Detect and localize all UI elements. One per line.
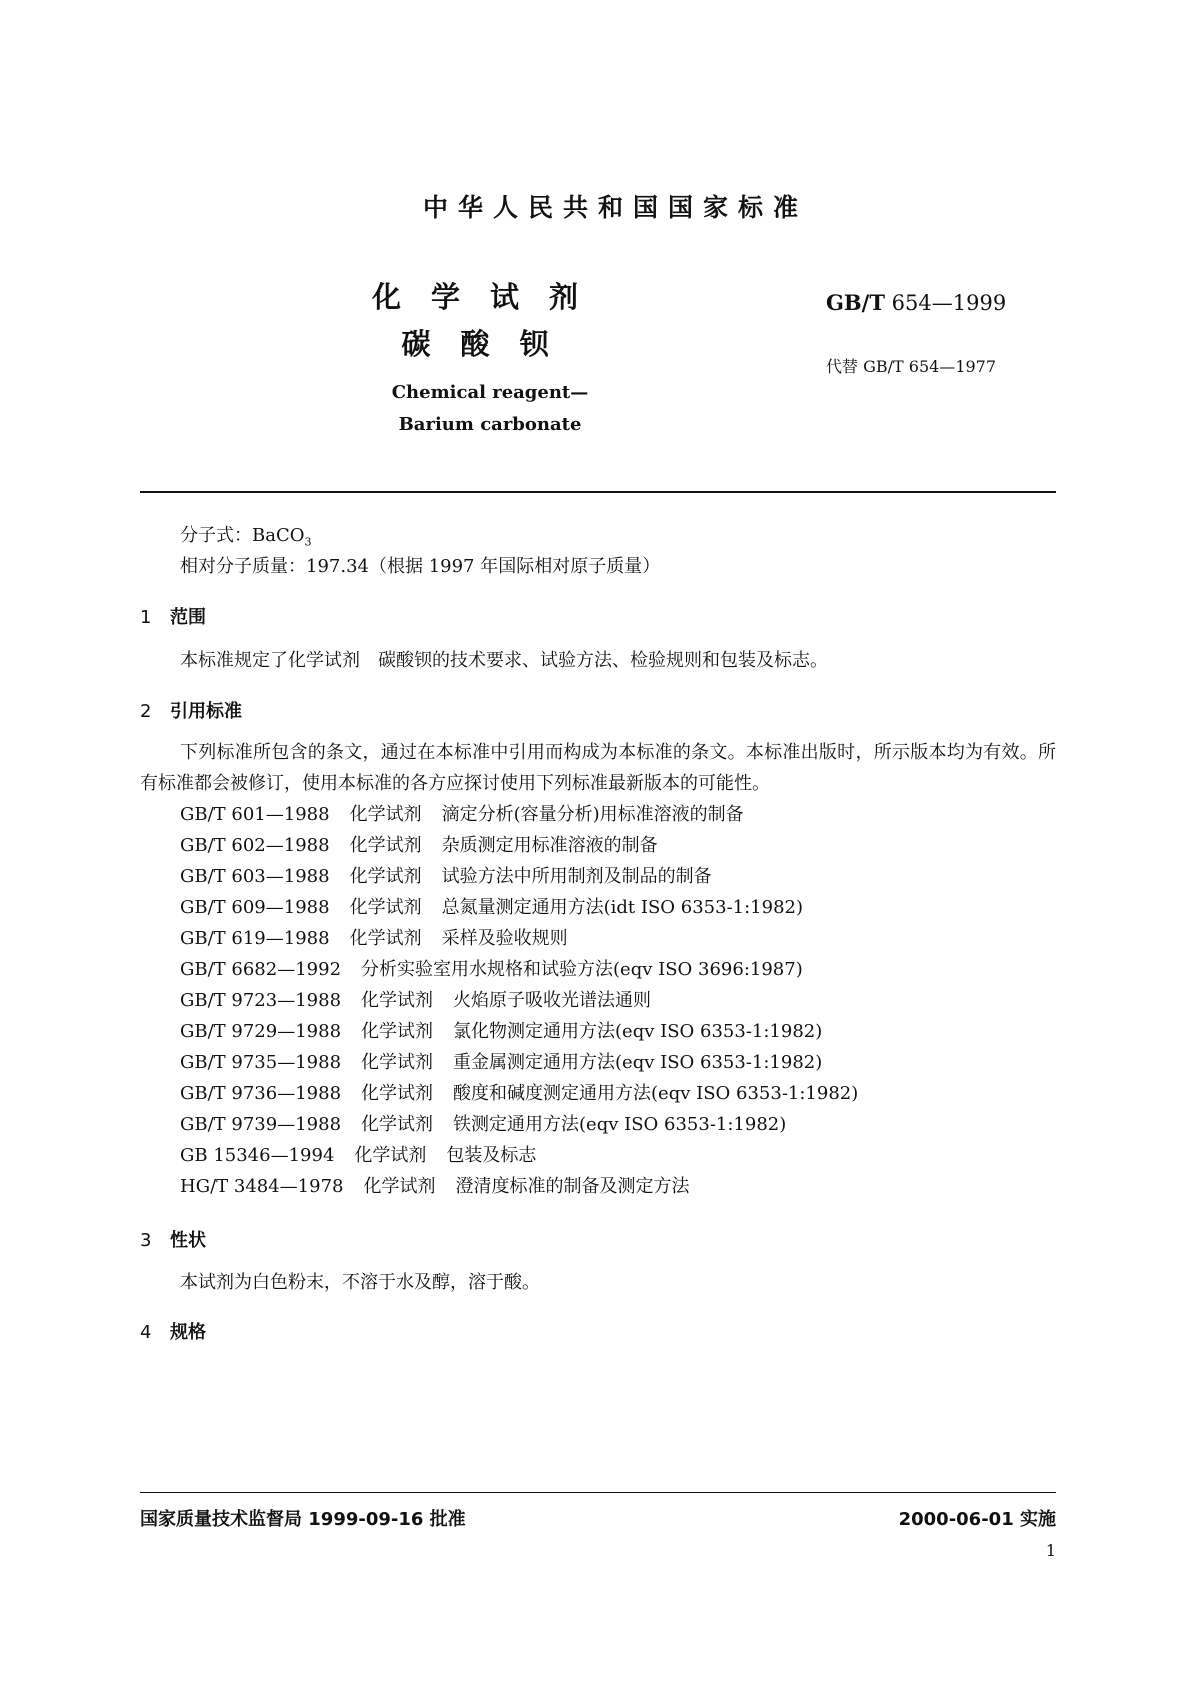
ref-code: GB/T 609—1988 [180,897,330,918]
ref-code: GB/T 601—1988 [180,804,330,825]
ref-code: GB/T 9723—1988 [180,990,342,1011]
bottom-divider [140,1492,1056,1493]
list-item [180,799,858,830]
title-en-line2: Barium carbonate [398,414,582,435]
ref-desc: 氯化物测定通用方法(eqv ISO 6353-1:1982) [453,1021,823,1042]
ref-name: 化学试剂 [361,1083,434,1104]
ref-code: GB/T 602—1988 [180,835,330,856]
ref-name: 分析实验室用水规格和试验方法(eqv ISO 3696:1987) [361,959,803,980]
list-item [180,954,858,985]
reference-list [180,799,858,1202]
section-number: 3 [140,1230,152,1251]
ref-desc: 采样及验收规则 [441,928,568,949]
ref-name: 化学试剂 [354,1145,427,1166]
ref-name: 化学试剂 [361,990,434,1011]
section-3-heading [140,1226,206,1252]
ref-code: GB/T 9739—1988 [180,1114,342,1135]
section-3-text: 本试剂为白色粉末，不溶于水及醇，溶于酸。 [180,1272,540,1293]
list-item [180,985,858,1016]
section-number: 1 [140,607,152,628]
effective-date: 2000-06-01 实施 [898,1509,1056,1530]
ref-code: GB 15346—1994 [180,1145,335,1166]
ref-desc: 火焰原子吸收光谱法通则 [453,990,652,1011]
list-item [180,1171,858,1202]
ref-name: 化学试剂 [349,897,422,918]
section-title: 规格 [170,1322,206,1343]
ref-desc: 铁测定通用方法(eqv ISO 6353-1:1982) [453,1114,787,1135]
ref-desc: 试验方法中所用制剂及制品的制备 [441,866,712,887]
ref-name: 化学试剂 [363,1176,436,1197]
ref-code: GB/T 9736—1988 [180,1083,342,1104]
section-number: 2 [140,701,152,722]
standard-number-value: 654—1999 [891,291,1007,315]
formula-subscript: 3 [304,535,312,549]
list-item [180,1078,858,1109]
ref-code: GB/T 603—1988 [180,866,330,887]
ref-name: 化学试剂 [349,804,422,825]
section-1-heading [140,603,206,629]
approval-line: 国家质量技术监督局 1999-09-16 批准 [140,1509,466,1530]
ref-code: GB/T 6682—1992 [180,959,342,980]
section-2-text: 下列标准所包含的条文，通过在本标准中引用而构成为本标准的条文。本标准出版时，所示版本均为有效。所有标准都会被修订，使用本标准的各方应探讨使用下列标准最新版本的可能性。 [140,742,1056,794]
list-item [180,1140,858,1171]
ref-desc: 澄清度标准的制备及测定方法 [455,1176,690,1197]
list-item [180,1016,858,1047]
list-item [180,1047,858,1078]
ref-desc: 重金属测定通用方法(eqv ISO 6353-1:1982) [453,1052,823,1073]
ref-name: 化学试剂 [361,1114,434,1135]
list-item [180,861,858,892]
ref-code: GB/T 619—1988 [180,928,330,949]
ref-desc: 包装及标志 [446,1145,537,1166]
title-cn-line1: 化学试剂 [371,280,608,314]
section-2-heading [140,697,242,723]
list-item [180,1109,858,1140]
section-title: 范围 [170,607,206,628]
ref-desc: 滴定分析(容量分析)用标准溶液的制备 [441,804,744,825]
section-1-text: 本标准规定了化学试剂 碳酸钡的技术要求、试验方法、检验规则和包装及标志。 [180,650,828,671]
section-title: 性状 [170,1230,206,1251]
formula-label: 分子式： [180,525,252,546]
standard-prefix: GB/T [826,290,885,315]
list-item [180,830,858,861]
section-4-heading [140,1318,206,1344]
ref-desc: 杂质测定用标准溶液的制备 [441,835,658,856]
standard-number [826,290,1006,315]
standard-header-title: 中华人民共和国国家标准 [422,193,808,222]
top-divider [140,491,1056,493]
ref-name: 化学试剂 [349,866,422,887]
list-item [180,923,858,954]
title-en-line1: Chemical reagent— [391,382,589,403]
relative-molecular-mass: 相对分子质量：197.34（根据 1997 年国际相对原子质量） [180,556,661,577]
ref-desc: 酸度和碱度测定通用方法(eqv ISO 6353-1:1982) [453,1083,859,1104]
ref-name: 化学试剂 [349,835,422,856]
ref-code: GB/T 9735—1988 [180,1052,342,1073]
ref-code: HG/T 3484—1978 [180,1176,344,1197]
ref-name: 化学试剂 [361,1052,434,1073]
ref-name: 化学试剂 [361,1021,434,1042]
page-number: 1 [1045,1541,1056,1560]
section-title: 引用标准 [170,701,242,722]
section-number: 4 [140,1322,152,1343]
ref-desc: 总氮量测定通用方法(idt ISO 6353-1:1982) [441,897,803,918]
replaces-standard: 代替 GB/T 654—1977 [826,357,997,376]
formula-base: BaCO [252,525,305,546]
list-item [180,892,858,923]
ref-code: GB/T 9729—1988 [180,1021,342,1042]
title-cn-line2: 碳酸钡 [401,327,579,361]
ref-name: 化学试剂 [349,928,422,949]
